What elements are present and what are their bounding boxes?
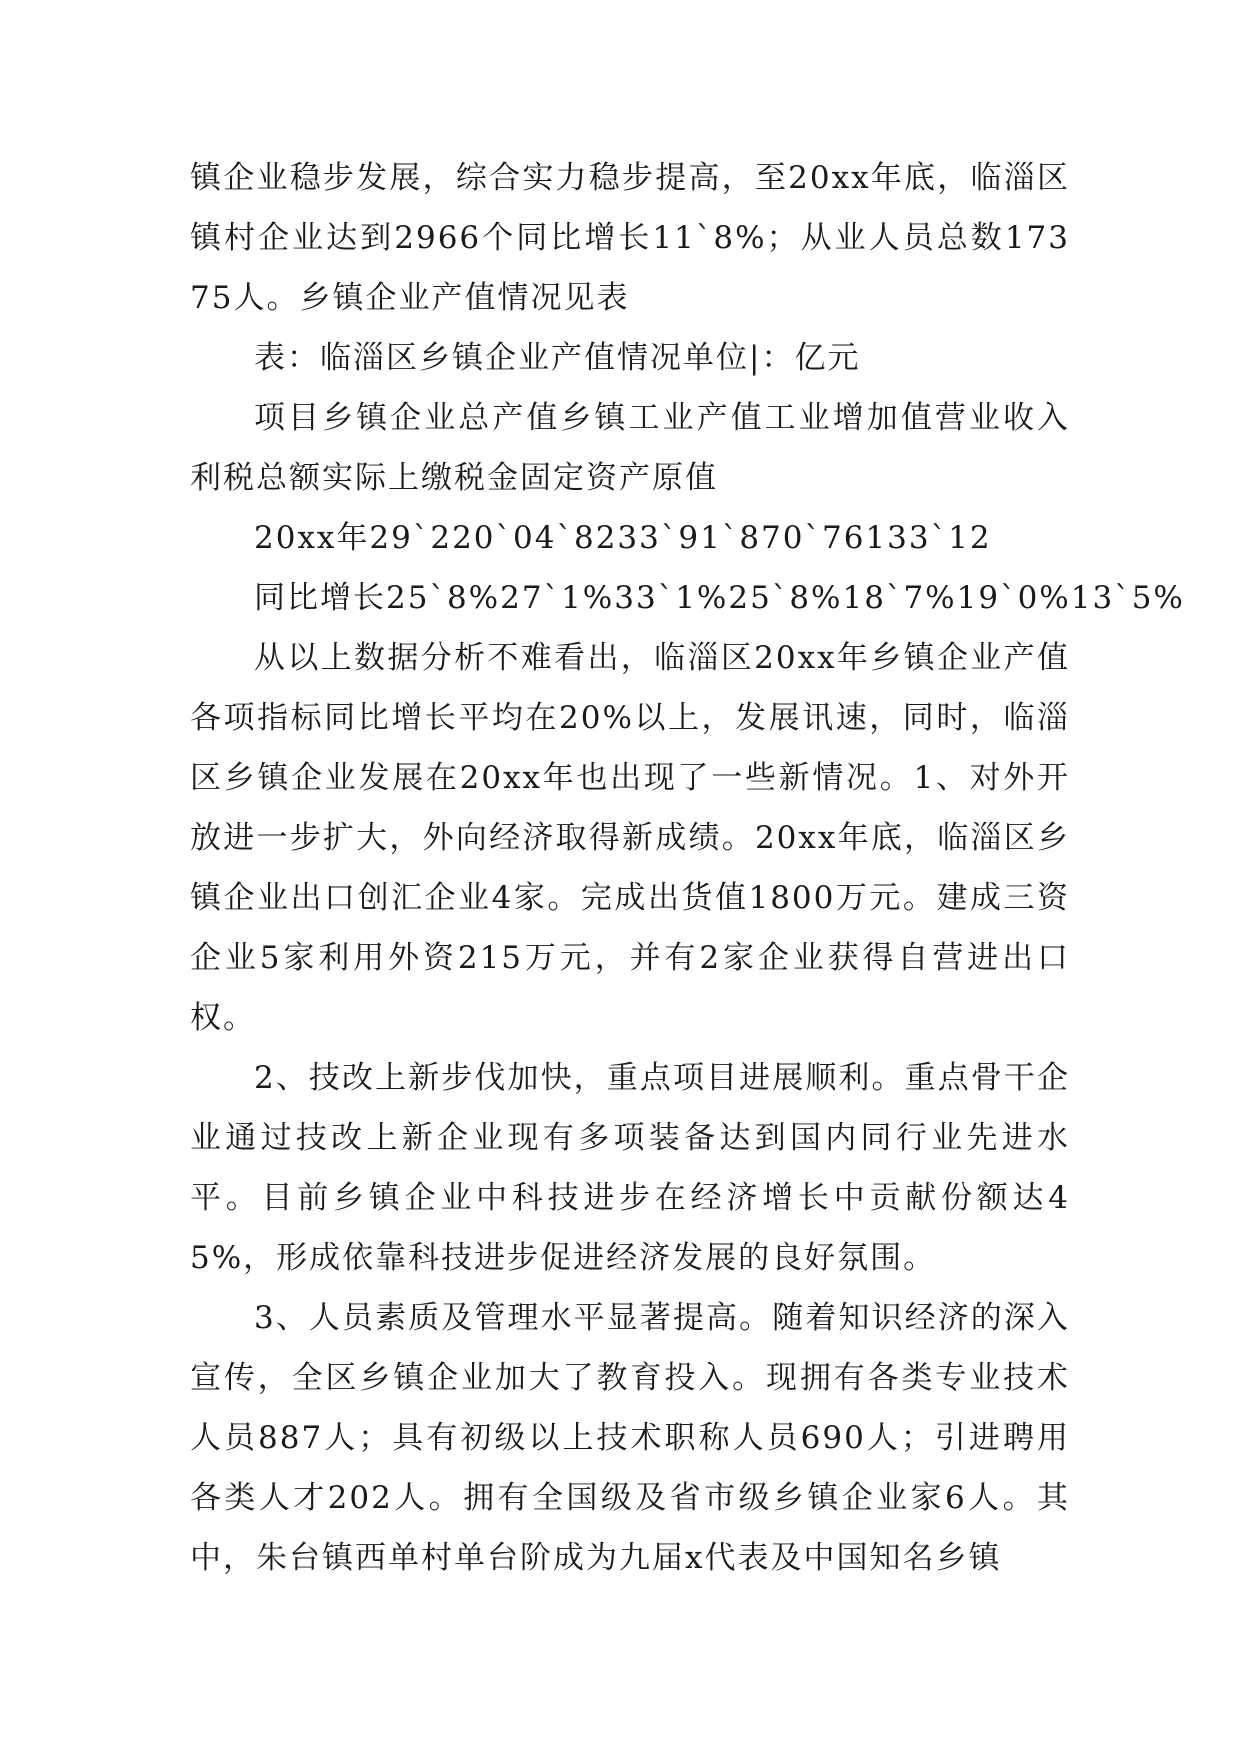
table-row-growth: 同比增长25`8%27`1%33`1%25`8%18`7%19`0%13`5% [254, 580, 1185, 616]
table-caption: 表：临淄区乡镇企业产值情况单位|：亿元 [254, 340, 861, 376]
document-body [190, 148, 1185, 1588]
table-header-row: 项目乡镇企业总产值乡镇工业产值工业增加值营业收入利税总额实际上缴税金固定资产原值 [190, 400, 1070, 496]
paragraph-point-2: 2、技改上新步伐加快，重点项目进展顺利。重点骨干企业通过技改上新企业现有多项装备达到国内同行业先进水平。目前乡镇企业中科技进步在经济增长中贡献份额达45%，形成依靠科技进步促进经济发展的良好氛围。 [190, 1060, 1070, 1276]
paragraph-point-3: 3、人员素质及管理水平显著提高。随着知识经济的深入宣传，全区乡镇企业加大了教育投入。现拥有各类专业技术人员887人；具有初级以上技术职称人员690人；引进聘用各类人才202人。拥有全国级及省市级乡镇企业家6人。其中，朱台镇西单村单台阶成为九届x代表及中国知名乡镇 [190, 1300, 1070, 1576]
paragraph-intro: 镇企业稳步发展，综合实力稳步提高，至20xx年底，临淄区镇村企业达到2966个同比增长11`8%；从业人员总数17375人。乡镇企业产值情况见表 [190, 160, 1070, 316]
paragraph-analysis: 从以上数据分析不难看出，临淄区20xx年乡镇企业产值各项指标同比增长平均在20%以上，发展讯速，同时，临淄区乡镇企业发展在20xx年也出现了一些新情况。1、对外开放进一步扩大，外向经济取得新成绩。20xx年底，临淄区乡镇企业出口创汇企业4家。完成出货值1800万元。建成三资企业5家利用外资215万元，并有2家企业获得自营进出口权。 [190, 640, 1070, 1036]
table-row-values: 20xx年29`220`04`8233`91`870`76133`12 [254, 520, 992, 556]
